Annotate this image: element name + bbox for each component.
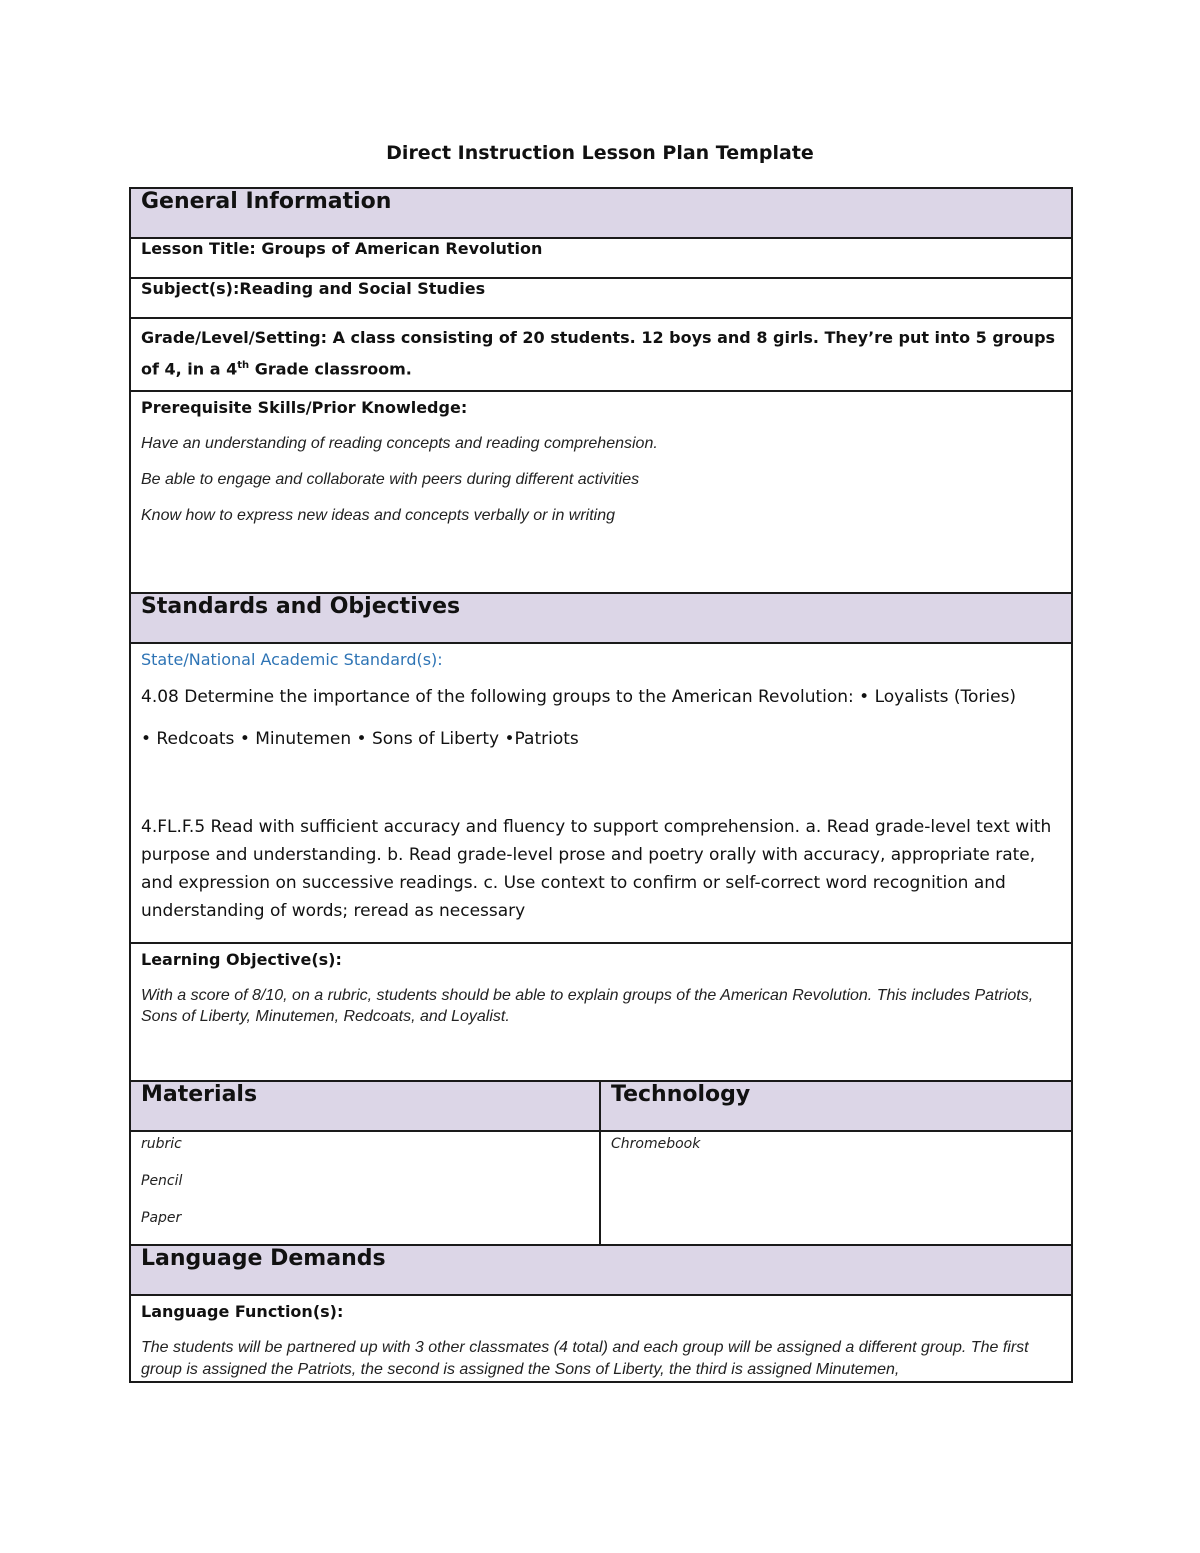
section-heading: Standards and Objectives bbox=[130, 593, 1072, 643]
standard-408-line2: • Redcoats • Minutemen • Sons of Liberty •Patriots bbox=[141, 729, 579, 749]
prerequisites-cell bbox=[130, 391, 1072, 593]
section-heading: General Information bbox=[130, 188, 1072, 238]
learning-objectives-text: With a score of 8/10, on a rubric, students should be able to explain groups of the American Revolution. This includes Patriots, Sons of Liberty, Minutemen, Redcoats, and Loyalist. bbox=[141, 987, 1034, 1025]
subjects-row bbox=[130, 278, 1072, 318]
language-functions-label: Language Function(s): bbox=[141, 1302, 344, 1321]
standards-row bbox=[130, 643, 1072, 943]
learning-objectives-row bbox=[130, 943, 1072, 1081]
section-heading: Language Demands bbox=[130, 1245, 1072, 1295]
materials-cell bbox=[130, 1131, 600, 1245]
learning-objectives-cell bbox=[130, 943, 1072, 1081]
grade-level-row bbox=[130, 318, 1072, 391]
document-title: Direct Instruction Lesson Plan Template bbox=[386, 142, 814, 164]
prerequisite-item: Be able to engage and collaborate with peers during different activities bbox=[141, 471, 640, 488]
lesson-title: Lesson Title: Groups of American Revolution bbox=[130, 238, 1072, 278]
general-information-header bbox=[130, 188, 1072, 238]
material-item: rubric bbox=[141, 1136, 182, 1152]
language-functions-text: The students will be partnered up with 3 other classmates (4 total) and each group will be assigned a different group. The first group is assigned the Patriots, the second is assigned the Sons of Liberty, the third is assigned Minutemen, bbox=[141, 1339, 1029, 1378]
language-demands-header bbox=[130, 1245, 1072, 1295]
materials-heading: Materials bbox=[130, 1081, 600, 1131]
materials-technology-row bbox=[130, 1131, 1072, 1245]
standard-flf5: 4.FL.F.5 Read with sufficient accuracy and fluency to support comprehension. a. Read grade-level text with purpose and understanding. b. Read grade-level prose and poetry orally with accuracy, appropriate rate, and expression on successive readings. c. Use context to confirm or self-correct word recognition and understanding of words; reread as necessary bbox=[141, 817, 1052, 921]
technology-cell bbox=[600, 1131, 1072, 1245]
language-functions-row bbox=[130, 1295, 1072, 1382]
language-functions-cell bbox=[130, 1295, 1072, 1382]
grade-superscript: th bbox=[237, 360, 250, 371]
standards-objectives-header bbox=[130, 593, 1072, 643]
subjects: Subject(s):Reading and Social Studies bbox=[130, 278, 1072, 318]
prerequisites-label: Prerequisite Skills/Prior Knowledge: bbox=[141, 398, 468, 417]
lesson-plan-table bbox=[129, 187, 1073, 1383]
prerequisite-item: Have an understanding of reading concepts and reading comprehension. bbox=[141, 435, 658, 452]
grade-text-part2: Grade classroom. bbox=[249, 359, 412, 379]
materials-technology-header bbox=[130, 1081, 1072, 1131]
technology-heading: Technology bbox=[600, 1081, 1072, 1131]
material-item: Pencil bbox=[141, 1173, 183, 1189]
grade-level-setting bbox=[130, 318, 1072, 391]
learning-objectives-label: Learning Objective(s): bbox=[141, 950, 342, 969]
standards-label: State/National Academic Standard(s): bbox=[141, 650, 443, 669]
prerequisites-row bbox=[130, 391, 1072, 593]
technology-item: Chromebook bbox=[611, 1136, 701, 1152]
material-item: Paper bbox=[141, 1210, 182, 1226]
grade-text-part1: Grade/Level/Setting: A class consisting of 20 students. 12 boys and 8 girls. They’re put into 5 groups of 4, in a 4 bbox=[141, 328, 1056, 379]
standards-cell bbox=[130, 643, 1072, 943]
standard-408-line1: 4.08 Determine the importance of the following groups to the American Revolution: • Loyalists (Tories) bbox=[141, 687, 1017, 707]
prerequisite-item: Know how to express new ideas and concepts verbally or in writing bbox=[141, 507, 616, 524]
lesson-title-row bbox=[130, 238, 1072, 278]
